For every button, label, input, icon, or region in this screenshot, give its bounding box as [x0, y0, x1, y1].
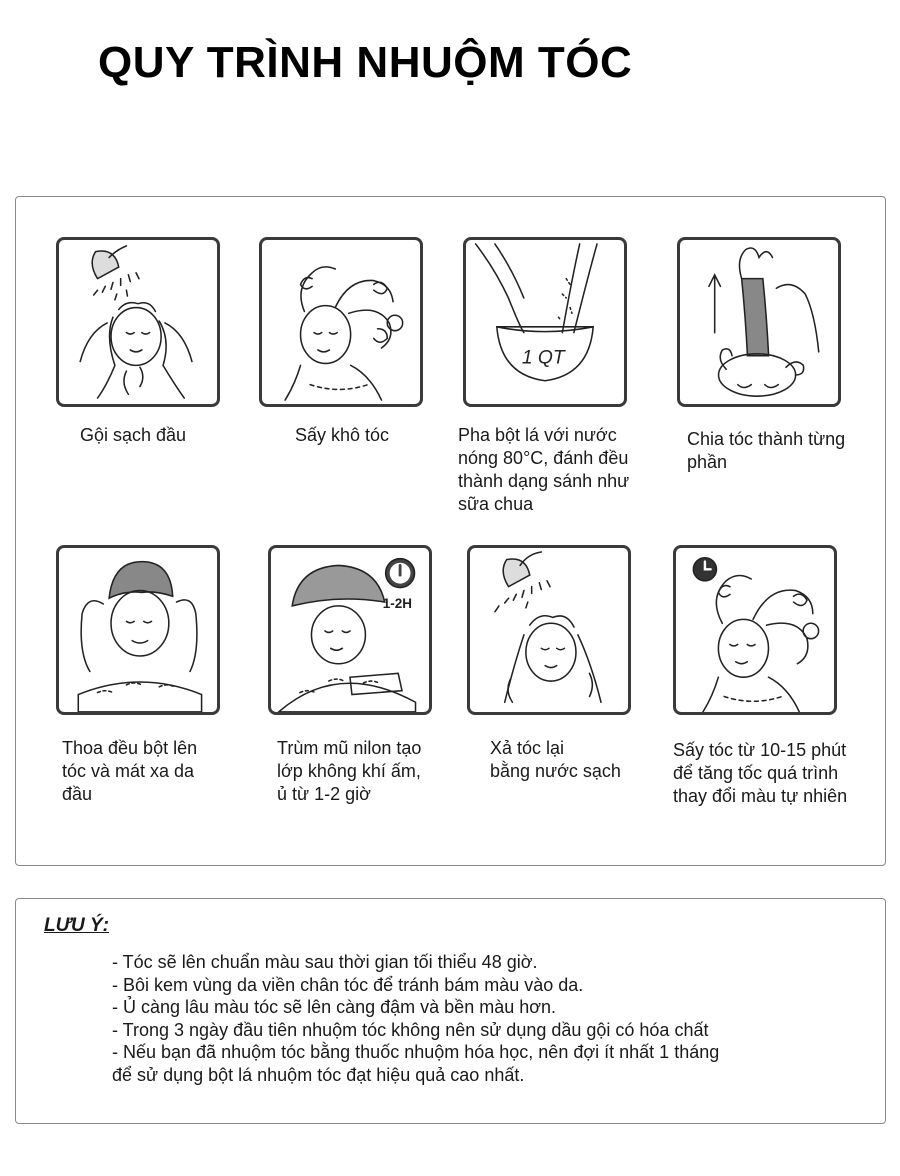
step-3-caption: Pha bột lá với nước nóng 80°C, đánh đều thành dạng sánh như sữa chua [458, 425, 630, 514]
apply-paste-icon [59, 548, 217, 712]
rinse-hair-icon [470, 548, 628, 712]
step-1-frame [56, 237, 220, 407]
dry-hair-timer-icon [676, 548, 834, 712]
note-heading: LƯU Ý: [44, 915, 109, 936]
step-4-frame [677, 237, 841, 407]
step-6-caption: Trùm mũ nilon tạo lớp không khí ấm, ủ từ 1-2 giờ [277, 738, 422, 804]
note-panel [15, 898, 886, 1124]
step-5-caption: Thoa đều bột lên tóc và mát xa da đầu [62, 738, 198, 804]
shower-wash-hair-icon [59, 240, 217, 404]
step-5-frame [56, 545, 220, 715]
bowl-label: 1 QT [521, 347, 565, 369]
note-list [112, 951, 852, 1086]
step-2-caption: Sấy khô tóc [295, 425, 390, 445]
timer-label: 1-2H [382, 595, 412, 611]
step-6-frame [268, 545, 432, 715]
note-item: - Bôi kem vùng da viền chân tóc để tránh bám màu vào da. [112, 974, 584, 995]
step-1-caption: Gội sạch đầu [80, 425, 187, 445]
step-7-caption: Xả tóc lại bằng nước sạch [490, 738, 621, 781]
note-item: - Ủ càng lâu màu tóc sẽ lên càng đậm và bền màu hơn. [112, 997, 557, 1017]
note-item: - Nếu bạn đã nhuộm tóc bằng thuốc nhuộm hóa học, nên đợi ít nhất 1 tháng để sử dụng bột lá nhuộm tóc đạt hiệu quả cao nhất. [112, 1042, 720, 1085]
note-item: - Trong 3 ngày đầu tiên nhuộm tóc không nên sử dụng dầu gội có hóa chất [112, 1019, 709, 1040]
note-item: - Tóc sẽ lên chuẩn màu sau thời gian tối thiểu 48 giờ. [112, 952, 538, 972]
step-3-frame [463, 237, 627, 407]
step-4-caption: Chia tóc thành từng phần [687, 429, 846, 472]
step-8-frame [673, 545, 837, 715]
mixing-bowl-icon [466, 240, 624, 404]
page-title: QUY TRÌNH NHUỘM TÓC [98, 38, 633, 87]
shower-cap-icon [271, 548, 429, 712]
step-7-frame [467, 545, 631, 715]
section-hair-icon [680, 240, 838, 404]
step-8-caption: Sấy tóc từ 10-15 phút để tăng tốc quá trình thay đổi màu tự nhiên [673, 740, 848, 806]
hair-dryer-icon [262, 240, 420, 404]
step-2-frame [259, 237, 423, 407]
